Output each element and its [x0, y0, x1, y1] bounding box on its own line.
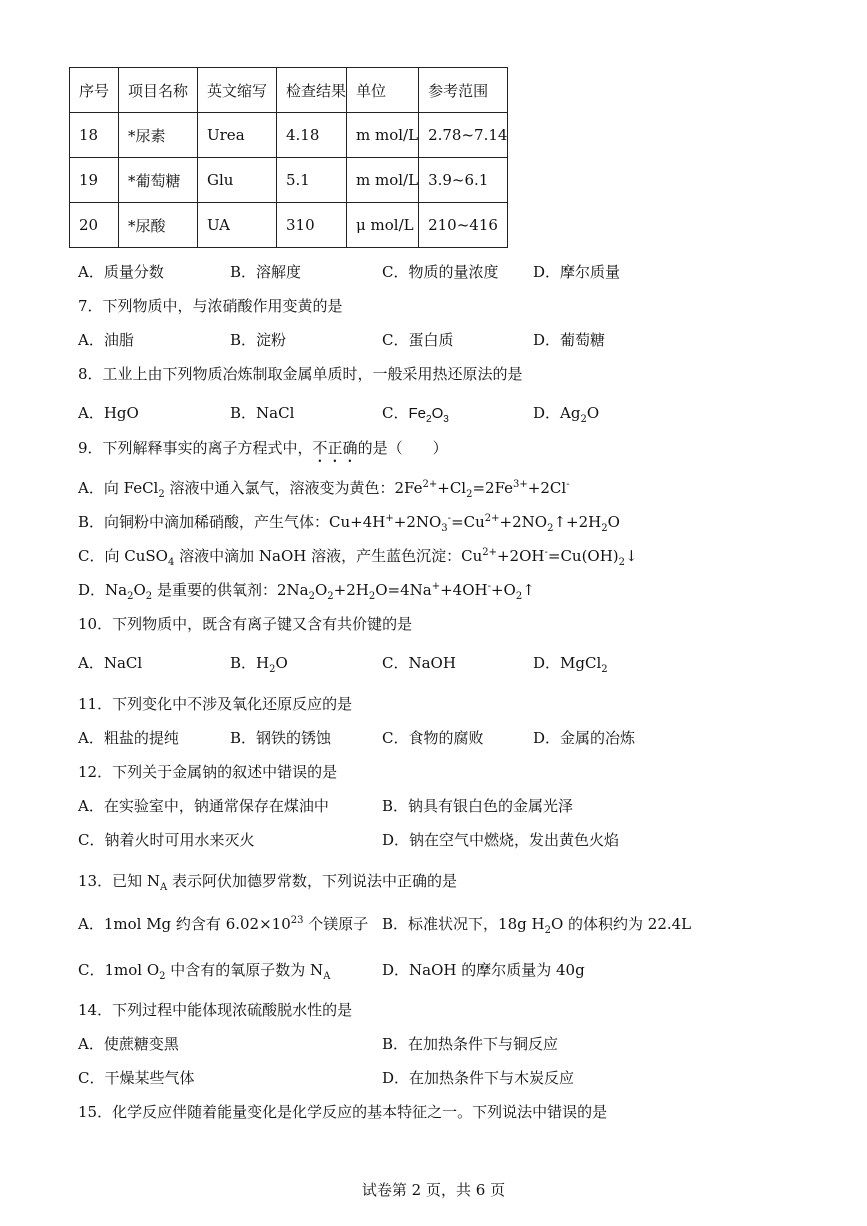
table-row: [70, 203, 508, 248]
q14-stem: 14．下列过程中能体现浓硫酸脱水性的是: [78, 1001, 353, 1019]
table-cell: 3.9~6.1: [419, 158, 508, 203]
table-row: [70, 158, 508, 203]
table-cell: 5.1: [277, 158, 347, 203]
q9-stem: 9．下列解释事实的离子方程式中，不正确的是（ ）: [78, 439, 448, 457]
table-cell: μ mol/L: [347, 203, 419, 248]
q14-option-c: C．干燥某些气体: [78, 1069, 195, 1087]
q8-option-a: A．HgO: [78, 404, 139, 422]
table-cell: Urea: [198, 113, 277, 158]
table-cell: UA: [198, 203, 277, 248]
header-cell: 参考范围: [419, 68, 508, 113]
q12-option-c: C．钠着火时可用水来灭火: [78, 831, 255, 849]
table-cell: 4.18: [277, 113, 347, 158]
q14-option-d: D．在加热条件下与木炭反应: [382, 1069, 575, 1087]
q12-stem: 12．下列关于金属钠的叙述中错误的是: [78, 763, 338, 781]
page-footer: 试卷第 2 页，共 6 页: [361, 1181, 506, 1199]
q8-option-b: B．NaCl: [230, 404, 295, 422]
q8-option-c: C．$Fe_2O_3$: [382, 404, 449, 425]
q11-option-a: A．粗盐的提纯: [78, 729, 179, 747]
q13-option-d: D．NaOH 的摩尔质量为 40g: [382, 961, 585, 979]
q11-option-d: D．金属的冶炼: [533, 729, 636, 747]
header-cell: 英文缩写: [198, 68, 277, 113]
q7-option-b: B．淀粉: [230, 331, 287, 349]
table-cell: *尿素: [119, 113, 198, 158]
q11-option-c: C．食物的腐败: [382, 729, 484, 747]
q7-option-a: A．油脂: [78, 331, 134, 349]
q13-stem: 13．已知 $N_A$ 表示阿伏加德罗常数，下列说法中正确的是: [78, 872, 457, 893]
table-row: [70, 113, 508, 158]
q8-option-d: D．$Ag_2O$: [533, 404, 600, 425]
q13-option-a: A．1mol Mg 约含有 $6.02\times 10^{23}$ 个镁原子: [78, 915, 369, 933]
table-cell: 210~416: [419, 203, 508, 248]
q11-option-b: B．钢铁的锈蚀: [230, 729, 332, 747]
q10-option-a: A．NaCl: [78, 654, 143, 672]
table-cell: 18: [70, 113, 119, 158]
q10-stem: 10．下列物质中，既含有离子键又含有共价键的是: [78, 615, 413, 633]
table-cell: 310: [277, 203, 347, 248]
header-cell: 项目名称: [119, 68, 198, 113]
q11-stem: 11．下列变化中不涉及氧化还原反应的是: [78, 695, 353, 713]
q8-stem: 8．工业上由下列物质冶炼制取金属单质时，一般采用热还原法的是: [78, 365, 523, 383]
q10-option-c: C．NaOH: [382, 654, 456, 672]
q9-option-d: D．$Na_2O_2$ 是重要的供氧剂：$2Na_2O_2+2H_2O=4Na^++4OH^-+O_2↑$: [78, 581, 535, 602]
q6-option-b: B．溶解度: [230, 263, 302, 281]
header-cell: 序号: [70, 68, 119, 113]
q6-option-c: C．物质的量浓度: [382, 263, 499, 281]
table-cell: *葡萄糖: [119, 158, 198, 203]
table-cell: 2.78~7.14: [419, 113, 508, 158]
table-cell: 20: [70, 203, 119, 248]
table-header-row: [70, 68, 508, 113]
q7-option-c: C．蛋白质: [382, 331, 454, 349]
table-cell: m mol/L: [347, 113, 419, 158]
q13-option-b: B．标准状况下，18g $H_2O$ 的体积约为 22.4L: [382, 915, 692, 936]
q12-option-b: B．钠具有银白色的金属光泽: [382, 797, 574, 815]
q15-stem: 15．化学反应伴随着能量变化是化学反应的基本特征之一。下列说法中错误的是: [78, 1103, 608, 1121]
header-cell: 单位: [347, 68, 419, 113]
table-cell: m mol/L: [347, 158, 419, 203]
q14-option-b: B．在加热条件下与铜反应: [382, 1035, 559, 1053]
q12-option-d: D．钠在空气中燃烧，发出黄色火焰: [382, 831, 620, 849]
q9-option-a: A．向 FeCl$_2$ 溶液中通入氯气，溶液变为黄色：$2Fe^{2+}+Cl_2=2Fe^{3+}+2Cl^-$: [78, 479, 570, 500]
q10-option-b: B．$H_2O$: [230, 654, 288, 675]
lab-results-table: [69, 67, 508, 248]
q7-option-d: D．葡萄糖: [533, 331, 606, 349]
q9-option-c: C．向 CuSO$_4$ 溶液中滴加 NaOH 溶液，产生蓝色沉淀：$Cu^{2+}+2OH^-=Cu(OH)_2↓$: [78, 547, 638, 568]
q7-stem: 7．下列物质中，与浓硝酸作用变黄的是: [78, 297, 343, 315]
q9-option-b: B．向铜粉中滴加稀硝酸，产生气体：$Cu+4H^++2NO_3^-=Cu^{2+}+2NO_2↑+2H_2O$: [78, 513, 620, 534]
q13-option-c: C．1mol $O_2$ 中含有的氧原子数为 $N_A$: [78, 961, 331, 982]
q14-option-a: A．使蔗糖变黑: [78, 1035, 179, 1053]
header-cell: 检查结果: [277, 68, 347, 113]
table-cell: 19: [70, 158, 119, 203]
q6-option-d: D．摩尔质量: [533, 263, 621, 281]
table-cell: Glu: [198, 158, 277, 203]
table-cell: *尿酸: [119, 203, 198, 248]
q6-option-a: A．质量分数: [78, 263, 164, 281]
q12-option-a: A．在实验室中，钠通常保存在煤油中: [78, 797, 329, 815]
q10-option-d: D．MgCl$_2$: [533, 654, 608, 675]
